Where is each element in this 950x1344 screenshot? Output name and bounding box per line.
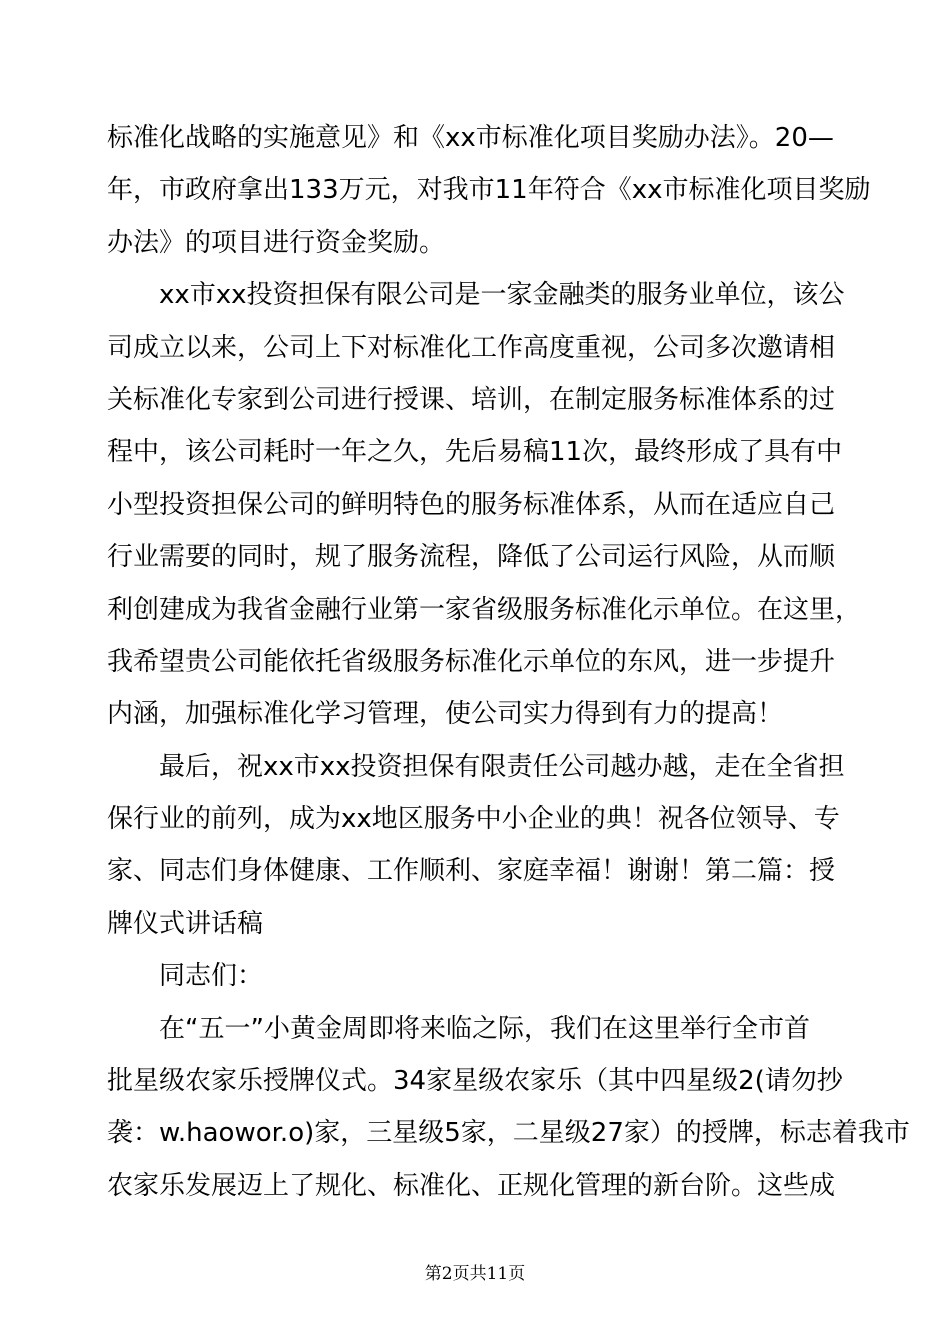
text-line: 保行业的前列，成为xx地区服务中小企业的典！祝各位领导、专 xyxy=(107,804,840,835)
page-number-footer: 第2页共11页 xyxy=(424,1264,526,1284)
text-line: 程中，该公司耗时一年之久，先后易稿11次，最终形成了具有中 xyxy=(107,437,843,468)
text-line: 农家乐发展迈上了规化、标准化、正规化管理的新台阶。这些成 xyxy=(107,1170,836,1201)
text-line: 我希望贵公司能依托省级服务标准化示单位的东风，进一步提升 xyxy=(107,646,836,677)
text-line: 小型投资担保公司的鲜明特色的服务标准体系，从而在适应自己 xyxy=(107,489,836,520)
text-line: 行业需要的同时，规了服务流程，降低了公司运行风险，从而顺 xyxy=(107,542,836,573)
text-line: 最后，祝xx市xx投资担保有限责任公司越办越，走在全省担 xyxy=(107,751,845,782)
text-line: 内涵，加强标准化学习管理，使公司实力得到有力的提高！ xyxy=(107,699,784,730)
text-line: 司成立以来，公司上下对标准化工作高度重视，公司多次邀请相 xyxy=(107,332,836,363)
text-line: 牌仪式讲话稿 xyxy=(107,908,264,939)
text-line: 批星级农家乐授牌仪式。34家星级农家乐（其中四星级2(请勿抄 xyxy=(107,1066,843,1097)
text-line: 标准化战略的实施意见》和《xx市标准化项目奖励办法》。20— xyxy=(107,123,834,153)
text-line: 在“五一”小黄金周即将来临之际，我们在这里举行全市首 xyxy=(107,1013,810,1044)
body-text xyxy=(107,112,910,1212)
text-line: xx市xx投资担保有限公司是一家金融类的服务业单位，该公 xyxy=(107,280,845,311)
text-line: 关标准化专家到公司进行授课、培训，在制定服务标准体系的过 xyxy=(107,384,836,415)
text-line: 家、同志们身体健康、工作顺利、家庭幸福！谢谢！第二篇：授 xyxy=(107,856,836,887)
text-line: 袭：w.haowor.o)家，三星级5家，二星级27家）的授牌，标志着我市 xyxy=(107,1118,910,1149)
text-line: 同志们： xyxy=(107,961,264,992)
text-line: 年，市政府拿出133万元，对我市11年符合《xx市标准化项目奖励 xyxy=(107,175,871,206)
text-line: 办法》的项目进行资金奖励。 xyxy=(107,227,446,258)
text-line: 利创建成为我省金融行业第一家省级服务标准化示单位。在这里， xyxy=(107,594,862,625)
